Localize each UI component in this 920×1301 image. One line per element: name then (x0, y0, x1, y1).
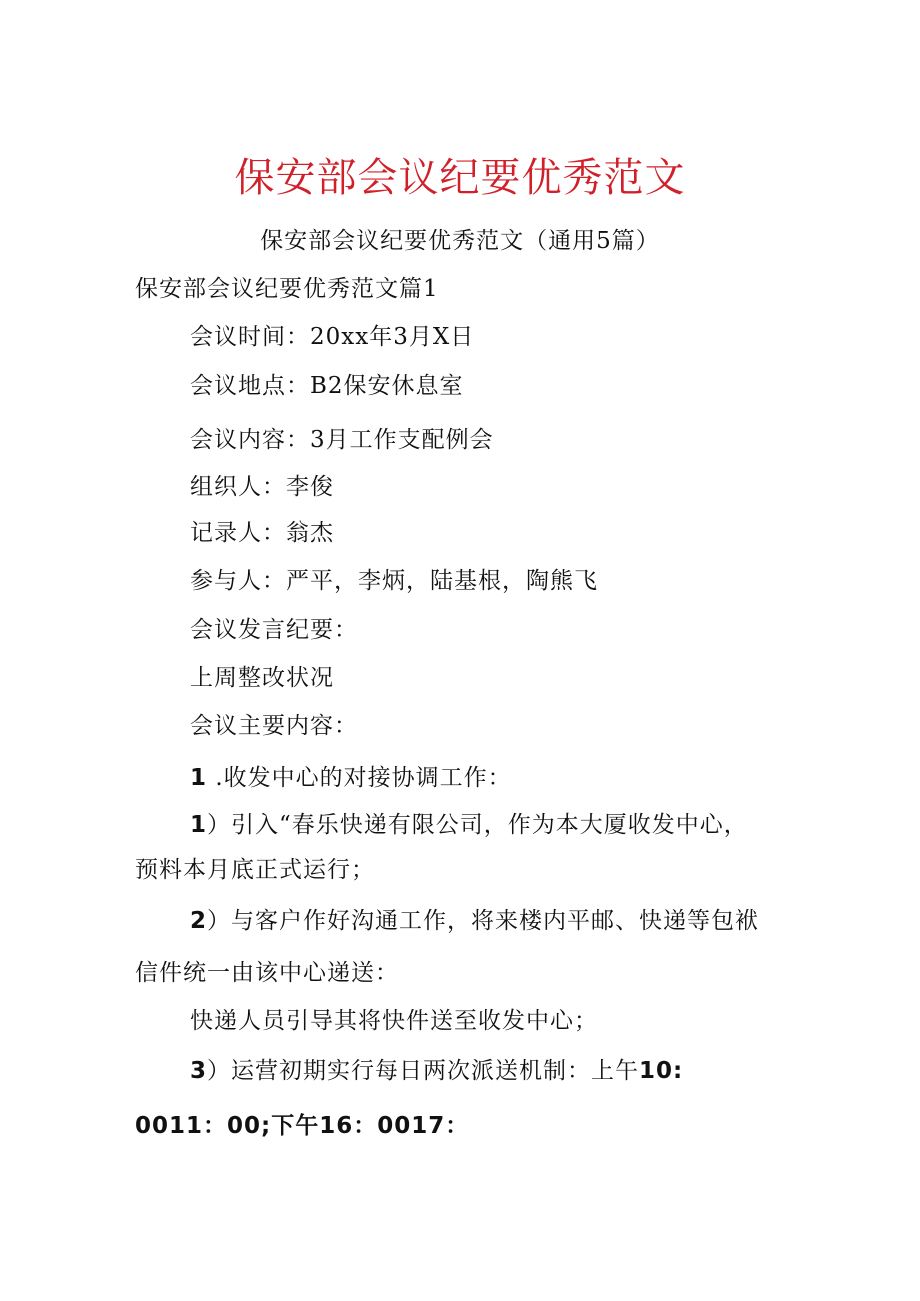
item-1-line (190, 763, 512, 793)
item-1-number: 1 (190, 765, 208, 791)
meeting-content-label: 会议内容： (190, 427, 310, 453)
sub-item-1-text-a: ）引入“春乐快递有限公司，作为本大厦收发中心， (207, 812, 748, 838)
meeting-time-value: 20xx年3月X日 (310, 324, 475, 350)
sub-item-2-line-a (190, 906, 759, 936)
meeting-place-line (190, 371, 464, 401)
sub-item-1-line-b: 预料本月底正式运行； (135, 857, 375, 883)
recorder-line: 记录人：翁杰 (190, 520, 334, 546)
section-heading: 保安部会议纪要优秀范文篇1 (135, 276, 439, 302)
document-subtitle: 保安部会议纪要优秀范文（通用5篇） (260, 228, 660, 254)
sub-item-3-line-b: 0011：00;下午16：0017： (135, 1113, 470, 1139)
sub-item-1-line-a (190, 810, 748, 840)
speech-summary-line: 会议发言纪要： (190, 617, 358, 643)
participants-line: 参与人：严平，李炳，陆基根，陶熊飞 (190, 568, 598, 594)
meeting-place-label: 会议地点： (190, 373, 310, 399)
meeting-time-line (190, 322, 474, 352)
sub-item-3-time-a: 10: (639, 1058, 684, 1084)
sub-item-3-number: 3 (190, 1058, 208, 1084)
last-week-line: 上周整改状况 (190, 665, 334, 691)
sub-item-3-text-a: ）运营初期实行每日两次派送机制：上午 (207, 1058, 640, 1084)
sub-item-2-line-b: 信件统一由该中心递送： (135, 960, 399, 986)
courier-line: 快递人员引导其将快件送至收发中心； (190, 1008, 598, 1034)
main-content-line: 会议主要内容： (190, 713, 358, 739)
sub-item-1-number: 1 (190, 812, 208, 838)
sub-item-3-line-a (190, 1056, 683, 1086)
sub-item-2-text-a: ）与客户作好沟通工作，将来楼内平邮、快递等包袱 (207, 908, 760, 934)
meeting-content-value: 3月工作支配例会 (310, 427, 494, 453)
document-title: 保安部会议纪要优秀范文 (234, 155, 686, 201)
organizer-line: 组织人：李俊 (190, 474, 334, 500)
item-1-text: .收发中心的对接协调工作： (207, 765, 512, 791)
meeting-content-line (190, 425, 494, 455)
meeting-place-value: B2保安休息室 (310, 373, 464, 399)
meeting-time-label: 会议时间： (190, 324, 310, 350)
sub-item-2-number: 2 (190, 908, 208, 934)
